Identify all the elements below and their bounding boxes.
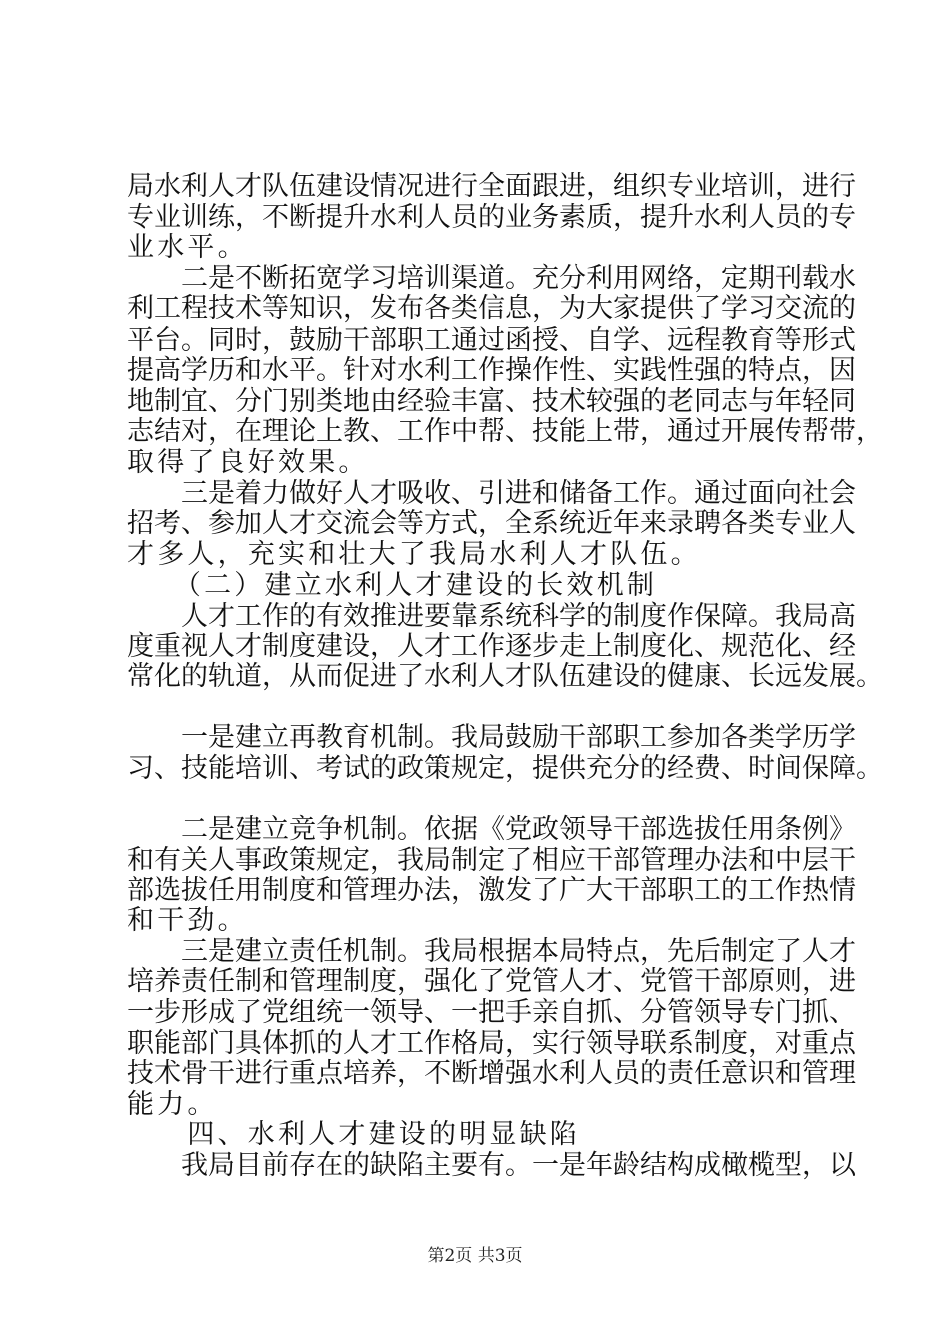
text-line: 志结对，在理论上教、工作中帮、技能上带，通过开展传帮带， bbox=[127, 416, 883, 447]
text-line: 四、水利人才建设的明显缺陷 bbox=[127, 1119, 580, 1150]
text-line: 度重视人才制度建设，人才工作逐步走上制度化、规范化、经 bbox=[127, 631, 856, 662]
text-line: 技术骨干进行重点培养，不断增强水利人员的责任意识和管理 bbox=[127, 1058, 856, 1089]
text-line: 利工程技术等知识，发布各类信息，为大家提供了学习交流的 bbox=[127, 293, 856, 324]
text-line: 常化的轨道，从而促进了水利人才队伍建设的健康、长远发展。 bbox=[127, 661, 883, 692]
text-line: 平台。同时，鼓励干部职工通过函授、自学、远程教育等形式 bbox=[127, 325, 856, 356]
text-line: 三是建立责任机制。我局根据本局特点，先后制定了人才 bbox=[127, 936, 856, 967]
text-line: 和有关人事政策规定，我局制定了相应干部管理办法和中层干 bbox=[127, 845, 856, 876]
text-line: 和干劲。 bbox=[127, 905, 248, 936]
text-line: 二是不断拓宽学习培训渠道。充分利用网络，定期刊载水 bbox=[127, 263, 856, 294]
text-line: 专业训练，不断提升水利人员的业务素质，提升水利人员的专 bbox=[127, 202, 856, 233]
text-line: 习、技能培训、考试的政策规定，提供充分的经费、时间保障。 bbox=[127, 753, 883, 784]
text-line: 部选拔任用制度和管理办法，激发了广大干部职工的工作热情 bbox=[127, 875, 856, 906]
text-line: 取得了良好效果。 bbox=[127, 447, 369, 478]
text-line: 提高学历和水平。针对水利工作操作性、实践性强的特点，因 bbox=[127, 355, 856, 386]
text-line: 一是建立再教育机制。我局鼓励干部职工参加各类学历学 bbox=[127, 722, 856, 753]
text-line: 三是着力做好人才吸收、引进和储备工作。通过面向社会 bbox=[127, 478, 856, 509]
page-footer: 第2页 共3页 bbox=[427, 1246, 523, 1266]
text-line: 培养责任制和管理制度，强化了党管人才、党管干部原则，进 bbox=[127, 966, 856, 997]
text-line: 才多人，充实和壮大了我局水利人才队伍。 bbox=[127, 539, 701, 570]
text-line: （二）建立水利人才建设的长效机制 bbox=[127, 570, 658, 601]
text-line: 一步形成了党组统一领导、一把手亲自抓、分管领导专门抓、 bbox=[127, 997, 856, 1028]
text-line: 我局目前存在的缺陷主要有。一是年龄结构成橄榄型，以 bbox=[127, 1150, 856, 1181]
text-line: 能力。 bbox=[127, 1089, 218, 1120]
text-line: 招考、参加人才交流会等方式，全系统近年来录聘各类专业人 bbox=[127, 508, 856, 539]
text-line: 二是建立竞争机制。依据《党政领导干部选拔任用条例》 bbox=[127, 814, 856, 845]
text-line: 地制宜、分门别类地由经验丰富、技术较强的老同志与年轻同 bbox=[127, 386, 856, 417]
text-line: 局水利人才队伍建设情况进行全面跟进，组织专业培训，进行 bbox=[127, 171, 856, 202]
text-line: 人才工作的有效推进要靠系统科学的制度作保障。我局高 bbox=[127, 601, 856, 632]
text-line: 业水平。 bbox=[127, 232, 248, 263]
text-line: 职能部门具体抓的人才工作格局，实行领导联系制度，对重点 bbox=[127, 1028, 856, 1059]
